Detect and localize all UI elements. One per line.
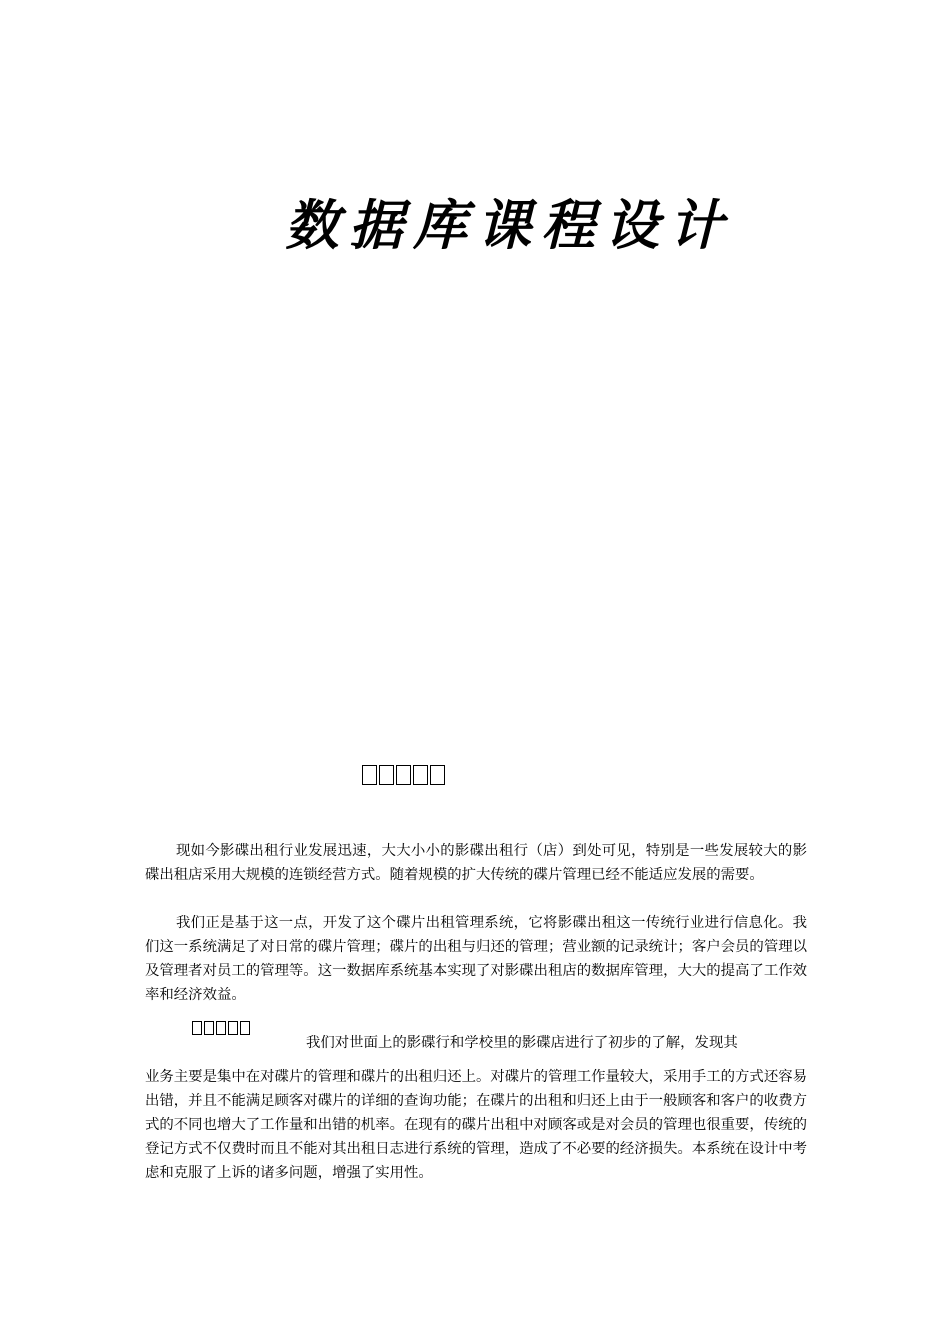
missing-glyph-box <box>240 1021 250 1035</box>
missing-glyph-box <box>413 765 428 785</box>
section-heading-unrendered-glyphs <box>362 765 445 785</box>
intro-paragraph-1: 现如今影碟出租行业发展迅速，大大小小的影碟出租行（店）到处可见，特别是一些发展较大的影碟出租店采用大规模的连锁经营方式。随着规模的扩大传统的碟片管理已经不能适应发展的需要。 <box>145 843 807 883</box>
analysis-paragraph-first-line: 我们对世面上的影碟行和学校里的影碟店进行了初步的了解，发现其 <box>306 1035 738 1051</box>
missing-glyph-box <box>204 1021 214 1035</box>
missing-glyph-box <box>228 1021 238 1035</box>
missing-glyph-box <box>379 765 394 785</box>
missing-glyph-box <box>216 1021 226 1035</box>
intro-paragraph-2: 我们正是基于这一点，开发了这个碟片出租管理系统，它将影碟出租这一传统行业进行信息化。我们这一系统满足了对日常的碟片管理；碟片的出租与归还的管理；营业额的记录统计；客户会员的管理以及管理者对员工的管理等。这一数据库系统基本实现了对影碟出租店的数据库管理，大大的提高了工作效率和经济效益。 <box>145 915 807 1003</box>
analysis-paragraph-body: 业务主要是集中在对碟片的管理和碟片的出租归还上。对碟片的管理工作量较大，采用手工的方式还容易出错，并且不能满足顾客对碟片的详细的查询功能；在碟片的出租和归还上由于一般顾客和客户的收费方式的不同也增大了工作量和出错的机率。在现有的碟片出租中对顾客或是对会员的管理也很重要，传统的登记方式不仅费时而且不能对其出租日志进行系统的管理，造成了不必要的经济损失。本系统在设计中考虑和克服了上诉的诸多问题，增强了实用性。 <box>145 1069 807 1181</box>
missing-glyph-box <box>192 1021 202 1035</box>
missing-glyph-box <box>362 765 377 785</box>
document-title: 数据库课程设计 <box>285 194 733 257</box>
missing-glyph-box <box>396 765 411 785</box>
missing-glyph-box <box>430 765 445 785</box>
section-label-unrendered-glyphs <box>192 1021 250 1035</box>
